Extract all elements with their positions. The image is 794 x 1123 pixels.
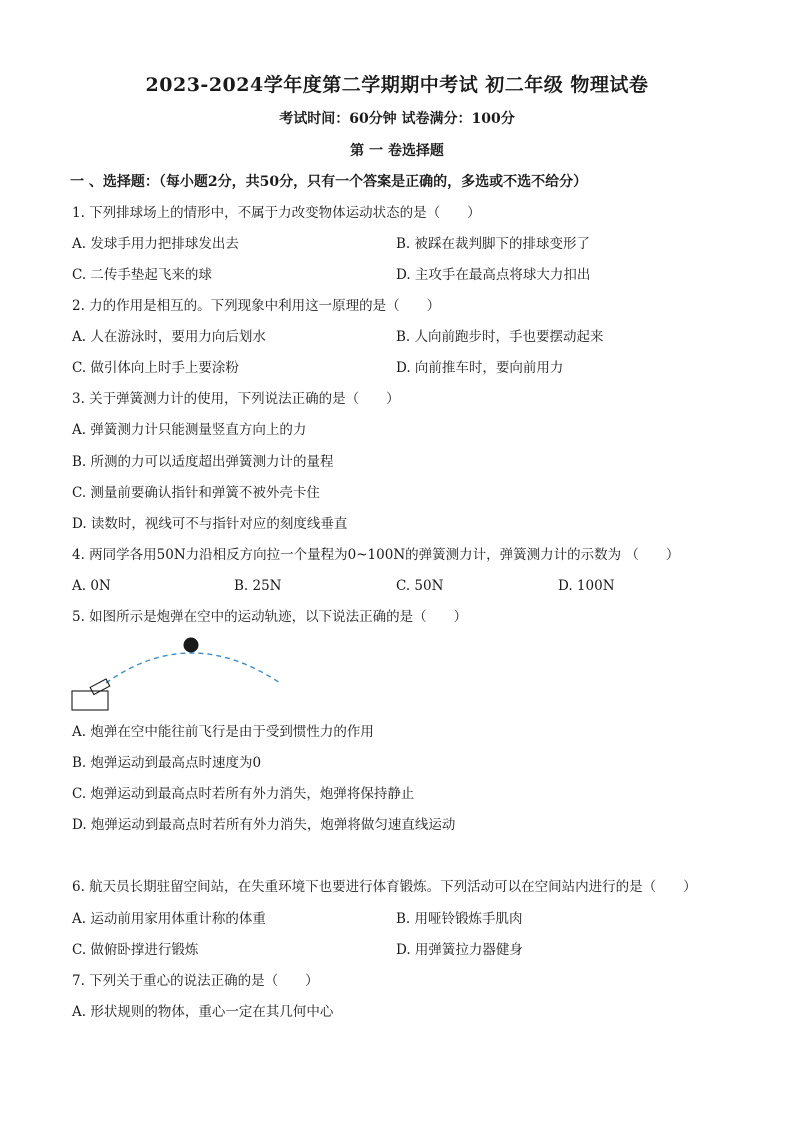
question-6-option-c: C. 做俯卧撑进行锻炼 bbox=[72, 942, 199, 958]
question-6-option-b: B. 用哑铃锻炼手肌肉 bbox=[396, 911, 523, 927]
question-4-stem: 4. 两同学各用50N力沿相反方向拉一个量程为0~100N的弹簧测力计，弹簧测力计的示数为 （ ） bbox=[72, 547, 680, 563]
cannon-barrel-icon bbox=[90, 679, 110, 695]
question-6-option-d: D. 用弹簧拉力器健身 bbox=[396, 942, 523, 958]
question-2-option-b: B. 人向前跑步时，手也要摆动起来 bbox=[396, 329, 604, 345]
question-7-stem: 7. 下列关于重心的说法正确的是（ ） bbox=[72, 973, 319, 989]
question-3-option-a: A. 弹簧测力计只能测量竖直方向上的力 bbox=[72, 422, 307, 438]
question-1-option-d: D. 主攻手在最高点将球大力扣出 bbox=[396, 267, 591, 283]
question-2-stem: 2. 力的作用是相互的。下列现象中利用这一原理的是（ ） bbox=[72, 298, 441, 314]
question-5-option-a: A. 炮弹在空中能往前飞行是由于受到惯性力的作用 bbox=[72, 724, 374, 740]
question-7-option-a: A. 形状规则的物体，重心一定在其几何中心 bbox=[72, 1004, 334, 1020]
exam-title: 2023-2024学年度第二学期期中考试 初二年级 物理试卷 bbox=[145, 74, 649, 96]
question-5-option-b: B. 炮弹运动到最高点时速度为0 bbox=[72, 755, 262, 771]
question-4-option-a: A. 0N bbox=[72, 578, 111, 594]
question-4-option-b: B. 25N bbox=[234, 578, 282, 594]
trajectory-dashed-arc bbox=[106, 653, 280, 683]
question-6-stem: 6. 航天员长期驻留空间站，在失重环境下也要进行体育锻炼。下列活动可以在空间站内进行的是（ ） bbox=[72, 879, 697, 895]
question-4-option-d: D. 100N bbox=[558, 578, 615, 594]
question-3-stem: 3. 关于弹簧测力计的使用，下列说法正确的是（ ） bbox=[72, 391, 400, 407]
question-1-option-b: B. 被踩在裁判脚下的排球变形了 bbox=[396, 236, 591, 252]
exam-info: 考试时间：60分钟 试卷满分：100分 bbox=[279, 111, 515, 127]
question-4-option-c: C. 50N bbox=[396, 578, 444, 594]
cannonball-icon bbox=[184, 638, 199, 653]
question-2-option-a: A. 人在游泳时，要用力向后划水 bbox=[72, 329, 266, 345]
section-heading: 一 、选择题：（每小题2分，共50分，只有一个答案是正确的，多选或不选不给分） bbox=[70, 174, 588, 190]
question-2-option-d: D. 向前推车时，要向前用力 bbox=[396, 360, 564, 376]
question-6-option-a: A. 运动前用家用体重计称的体重 bbox=[72, 911, 266, 927]
cannon-base bbox=[72, 691, 108, 710]
question-2-option-c: C. 做引体向上时手上要涂粉 bbox=[72, 360, 239, 376]
question-5-stem: 5. 如图所示是炮弹在空中的运动轨迹，以下说法正确的是（ ） bbox=[72, 609, 468, 625]
question-3-option-c: C. 测量前要确认指针和弹簧不被外壳卡住 bbox=[72, 485, 320, 501]
volume-heading: 第 一 卷选择题 bbox=[350, 143, 444, 159]
projectile-trajectory-figure bbox=[70, 633, 290, 713]
question-1-option-a: A. 发球手用力把排球发出去 bbox=[72, 236, 239, 252]
question-5-option-d: D. 炮弹运动到最高点时若所有外力消失，炮弹将做匀速直线运动 bbox=[72, 817, 456, 833]
question-1-option-c: C. 二传手垫起飞来的球 bbox=[72, 267, 212, 283]
question-1-stem: 1. 下列排球场上的情形中，不属于力改变物体运动状态的是（ ） bbox=[72, 205, 481, 221]
question-3-option-d: D. 读数时，视线可不与指针对应的刻度线垂直 bbox=[72, 516, 348, 532]
question-5-option-c: C. 炮弹运动到最高点时若所有外力消失，炮弹将保持静止 bbox=[72, 786, 415, 802]
question-3-option-b: B. 所测的力可以适度超出弹簧测力计的量程 bbox=[72, 454, 334, 470]
